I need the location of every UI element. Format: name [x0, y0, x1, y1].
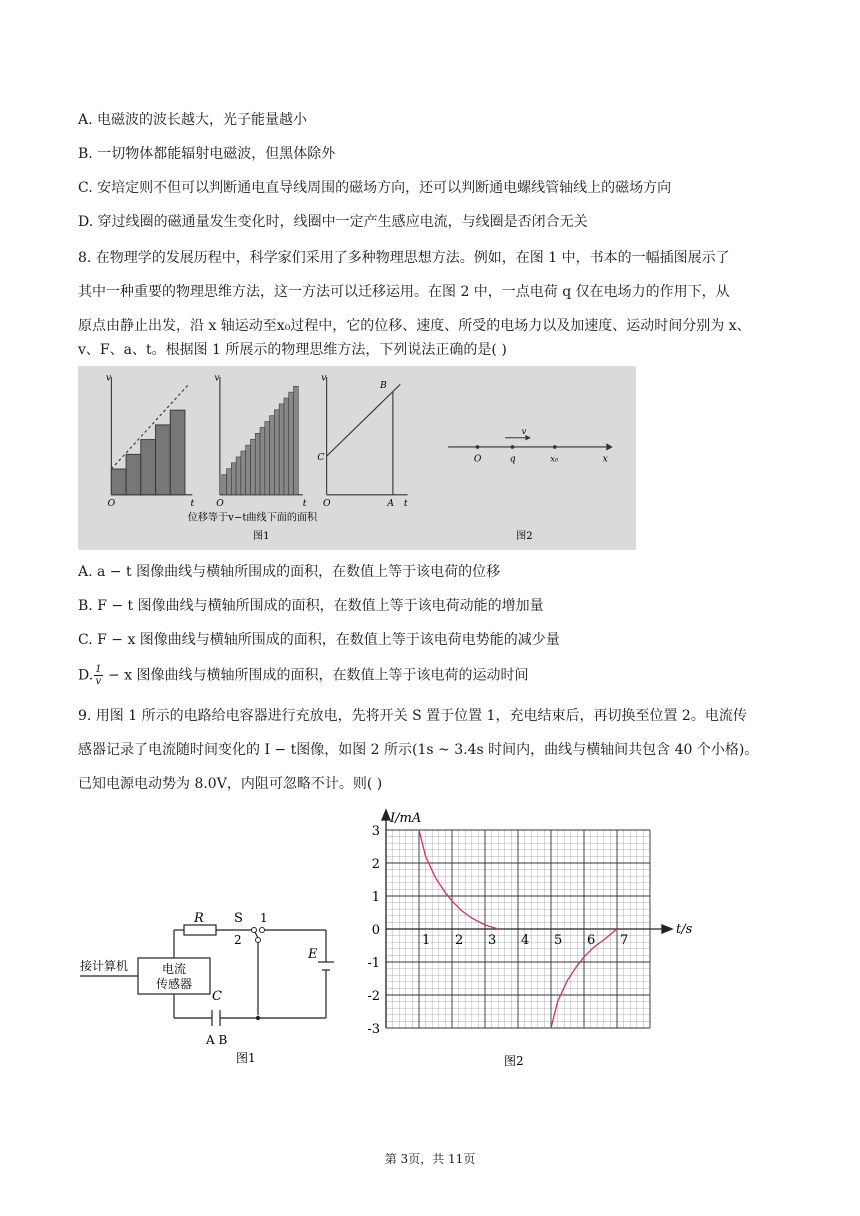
fraction-numerator: 1 — [95, 664, 102, 675]
line-axis-x: x — [602, 453, 608, 465]
q7-option-d: D. 穿过线圈的磁通量发生变化时，线圈中一定产生感应电流，与线圈是否闭合无关 — [78, 214, 588, 230]
figure1-area-caption: 位移等于v−t曲线下面的面积 — [187, 512, 318, 524]
q9-stem-line2: 感器记录了电流随时间变化的 I − t图像，如图 2 所示(1s ~ 3.4s 时间内，曲线与横轴间共包含 40 个小格)。 — [78, 742, 759, 758]
thin-bar — [294, 386, 299, 495]
q8-stem-line3: 原点由静止出发，沿 x 轴运动至x₀过程中，它的位移、速度、所受的电场力以及加速度、运动时间分别为 x、 — [78, 318, 751, 334]
q8-option-c: C. F − x 图像曲线与横轴所围成的面积，在数值上等于该电荷电势能的减少量 — [78, 632, 560, 648]
y-axis-arrow — [382, 810, 390, 820]
y-tick-label: -1 — [367, 956, 380, 971]
graph3-axis-v: v — [321, 372, 327, 384]
y-tick-label: 3 — [371, 824, 380, 839]
figure2-caption: 图2 — [516, 530, 533, 542]
thin-bar — [279, 404, 284, 495]
graph3-point-b: B — [380, 380, 387, 392]
x-tick-label: 6 — [587, 933, 596, 948]
q8-option-a: A. a − t 图像曲线与横轴所围成的面积，在数值上等于该电荷的位移 — [78, 564, 501, 580]
y-tick-label: 0 — [371, 923, 380, 938]
thin-bar — [236, 457, 241, 495]
q7-option-c: C. 安培定则不但可以判断通电直导线周围的磁场方向，还可以判断通电螺线管轴线上的磁场方向 — [78, 180, 672, 196]
q8-option-d-prefix: D. — [78, 667, 94, 684]
x-tick-label: 1 — [422, 933, 431, 948]
q8-option-d-fraction — [94, 664, 102, 687]
circuit-label-computer: 接计算机 — [80, 959, 129, 973]
q9-stem-line1: 9. 用图 1 所示的电路给电容器进行充放电，先将开关 S 置于位置 1，充电结束后，再切换至位置 2。电流传 — [78, 708, 747, 724]
q7-option-b: B. 一切物体都能辐射电磁波，但黑体除外 — [78, 146, 336, 162]
x-tick-label: 2 — [455, 933, 464, 948]
circuit-label-pos1: 1 — [260, 911, 268, 925]
circuit-label-sensor2: 传感器 — [156, 977, 193, 991]
graph2-axis-t: t — [302, 497, 307, 509]
x-tick-label: 4 — [521, 933, 530, 948]
circuit-label-sensor1: 电流 — [162, 962, 187, 976]
thin-bar — [250, 439, 255, 495]
q8-figure-photo — [78, 366, 636, 550]
thin-bar — [265, 422, 270, 495]
graph-caption: 图2 — [504, 1054, 524, 1068]
q8-stem-line2: 其中一种重要的物理思维方法，这一方法可以迁移运用。在图 2 中，一点电荷 q 仅在电场力的作用下，从 — [78, 284, 730, 300]
q8-stem-line1: 8. 在物理学的发展历程中，科学家们采用了多种物理思想方法。例如，在图 1 中，书本的一幅插图展示了 — [78, 250, 730, 266]
q8-figure-svg — [78, 366, 636, 550]
line-velocity-v: v — [521, 426, 527, 437]
circuit-label-pos2: 2 — [234, 933, 242, 947]
graph1-origin: O — [107, 497, 116, 509]
circuit-label-ab: A B — [206, 1033, 228, 1047]
circuit-label-c: C — [212, 989, 222, 1004]
thin-bar — [246, 445, 251, 495]
q9-circuit-diagram — [76, 900, 356, 1070]
line-origin: O — [473, 453, 482, 465]
graph3-axis-t: t — [403, 497, 408, 509]
x-tick-label: 7 — [620, 933, 629, 948]
graph2-origin: O — [216, 497, 224, 509]
thin-bar — [284, 398, 289, 495]
thin-bar — [241, 451, 246, 495]
q9-current-time-graph — [356, 805, 696, 1075]
circuit-label-e: E — [308, 947, 318, 962]
thin-bar — [222, 475, 227, 495]
graph1-axis-v: v — [105, 372, 112, 384]
y-tick-label: -2 — [367, 989, 380, 1004]
y-tick-label: 1 — [371, 890, 380, 905]
thin-bar — [270, 416, 275, 495]
x-tick-label: 3 — [488, 933, 497, 948]
circuit-label-r: R — [194, 911, 204, 926]
thin-bar — [227, 469, 232, 495]
thin-bar — [231, 463, 236, 495]
circuit-caption: 图1 — [236, 1051, 256, 1065]
circuit-label-s: S — [234, 911, 243, 926]
graph2-axis-v: v — [214, 372, 220, 384]
q7-option-a: A. 电磁波的波长越大，光子能量越小 — [78, 112, 308, 128]
y-tick-label: -3 — [367, 1022, 380, 1037]
line-charge-q: q — [509, 453, 516, 465]
line-x0: x₀ — [550, 453, 559, 464]
graph3-point-c: C — [317, 451, 325, 463]
q8-option-d — [78, 664, 529, 687]
q9-stem-line3: 已知电源电动势为 8.0V，内阻可忽略不计。则( ) — [78, 776, 383, 792]
thin-bar — [289, 392, 294, 495]
thin-bar — [255, 433, 260, 494]
graph3-origin: O — [322, 497, 331, 509]
figure1-caption: 图1 — [253, 530, 270, 542]
y-tick-label: 2 — [371, 857, 380, 872]
q8-option-d-rest: − x 图像曲线与横轴所围成的面积，在数值上等于该电荷的运动时间 — [103, 667, 529, 684]
thin-bar — [260, 427, 265, 494]
x-tick-label: 5 — [554, 933, 563, 948]
page-footer: 第 3页，共 11页 — [384, 1152, 476, 1166]
q8-option-b: B. F − t 图像曲线与横轴所围成的面积，在数值上等于该电荷动能的增加量 — [78, 598, 544, 614]
fraction-denominator: v — [95, 676, 102, 687]
q8-stem-line4-visible: v、F、a、t。根据图 1 所展示的物理思维方法，下列说法正确的是( ) — [78, 342, 507, 358]
x-axis-arrow — [662, 925, 672, 933]
graph1-axis-t: t — [190, 497, 195, 509]
graph-y-axis-label: I/mA — [390, 811, 422, 826]
thin-bar — [274, 410, 279, 495]
graph3-point-a: A — [387, 497, 395, 509]
graph-x-axis-label: t/s — [676, 922, 693, 937]
